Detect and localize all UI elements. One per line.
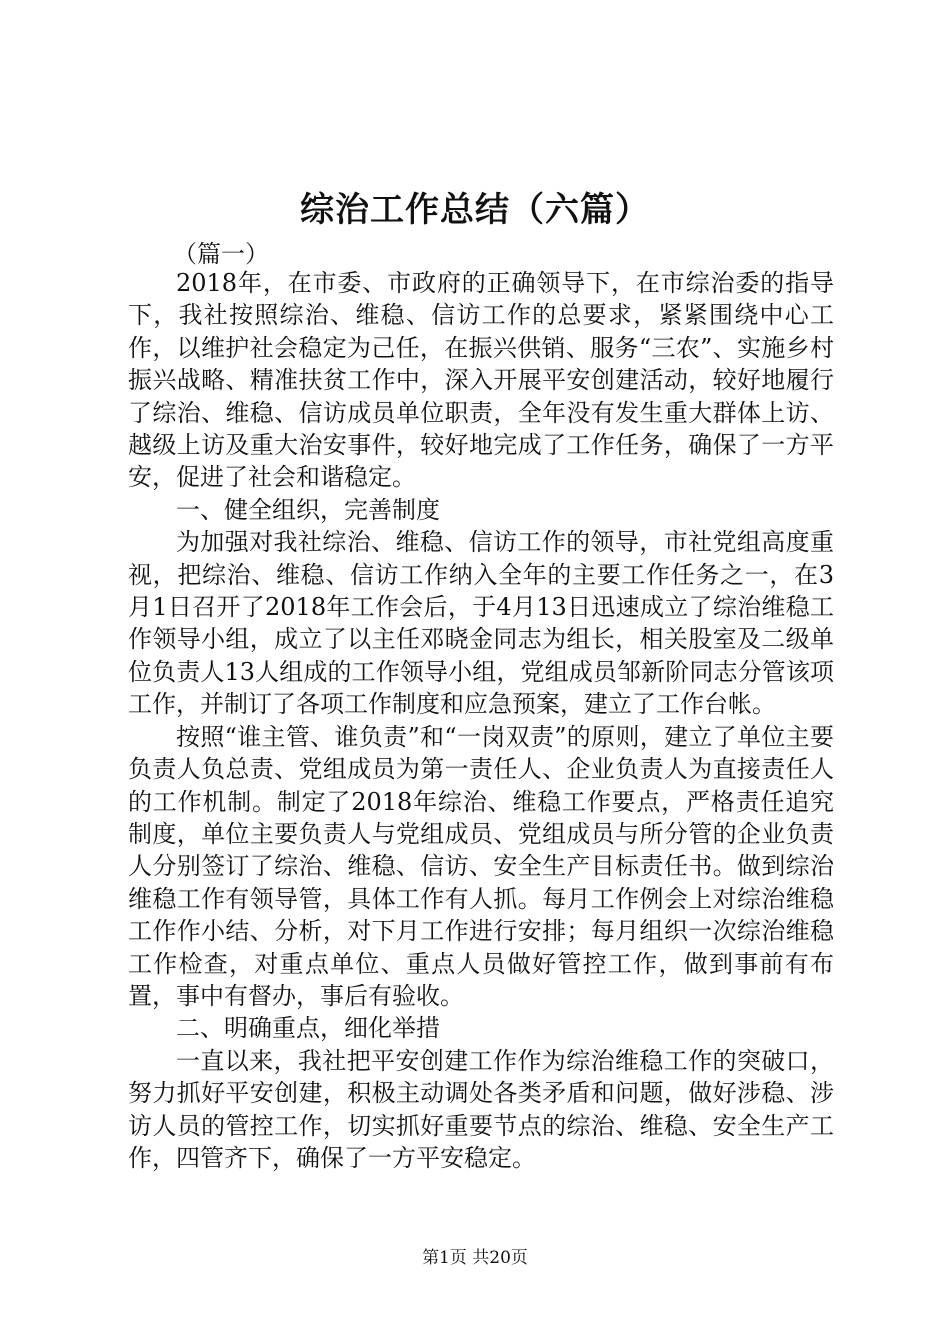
page-footer: 第1页 共20页 bbox=[422, 1248, 528, 1268]
section-label: （篇一） bbox=[173, 240, 269, 268]
document-title: 综治工作总结（六篇） bbox=[300, 190, 650, 230]
section-heading-2: 二、明确重点，细化举措 bbox=[176, 1014, 440, 1043]
paragraph-intro: 2018年，在市委、市政府的正确领导下，在市综治委的指导下，我社按照综治、维稳、信访工作的总要求，紧紧围绕中心工作，以维护社会稳定为己任，在振兴供销、服务“三农”、实施乡村振兴战略、精准扶贫工作中，深入开展平安创建活动，较好地履行了综治、维稳、信访成员单位职责，全年没有发生重大群体上访、越级上访及重大治安事件，较好地完成了工作任务，确保了一方平安，促进了社会和谐稳定。 bbox=[128, 269, 834, 492]
paragraph-measures: 一直以来，我社把平安创建工作作为综治维稳工作的突破口，努力抓好平安创建，积极主动调处各类矛盾和问题，做好涉稳、涉访人员的管控工作，切实抓好重要节点的综治、维稳、安全生产工作，四管齐下，确保了一方平安稳定。 bbox=[128, 1046, 834, 1172]
section-heading-1: 一、健全组织，完善制度 bbox=[176, 495, 440, 524]
paragraph-responsibility: 按照“谁主管、谁负责”和“一岗双责”的原则，建立了单位主要负责人负总责、党组成员为第一责任人、企业负责人为直接责任人的工作机制。制定了2018年综治、维稳工作要点，严格责任追究制度，单位主要负责人与党组成员、党组成员与所分管的企业负责人分别签订了综治、维稳、信访、安全生产目标责任书。做到综治维稳工作有领导管，具体工作有人抓。每月工作例会上对综治维稳工作作小结、分析，对下月工作进行安排；每月组织一次综治维稳工作检查，对重点单位、重点人员做好管控工作，做到事前有布置，事中有督办，事后有验收。 bbox=[128, 722, 834, 1010]
document-body bbox=[128, 267, 834, 1174]
paragraph-organization: 为加强对我社综治、维稳、信访工作的领导，市社党组高度重视，把综治、维稳、信访工作纳入全年的主要工作任务之一，在3月1日召开了2018年工作会后，于4月13日迅速成立了综治维稳工作领导小组，成立了以主任邓晓金同志为组长，相关股室及二级单位负责人13人组成的工作领导小组，党组成员邹新阶同志分管该项工作，并制订了各项工作制度和应急预案，建立了工作台帐。 bbox=[128, 528, 834, 719]
